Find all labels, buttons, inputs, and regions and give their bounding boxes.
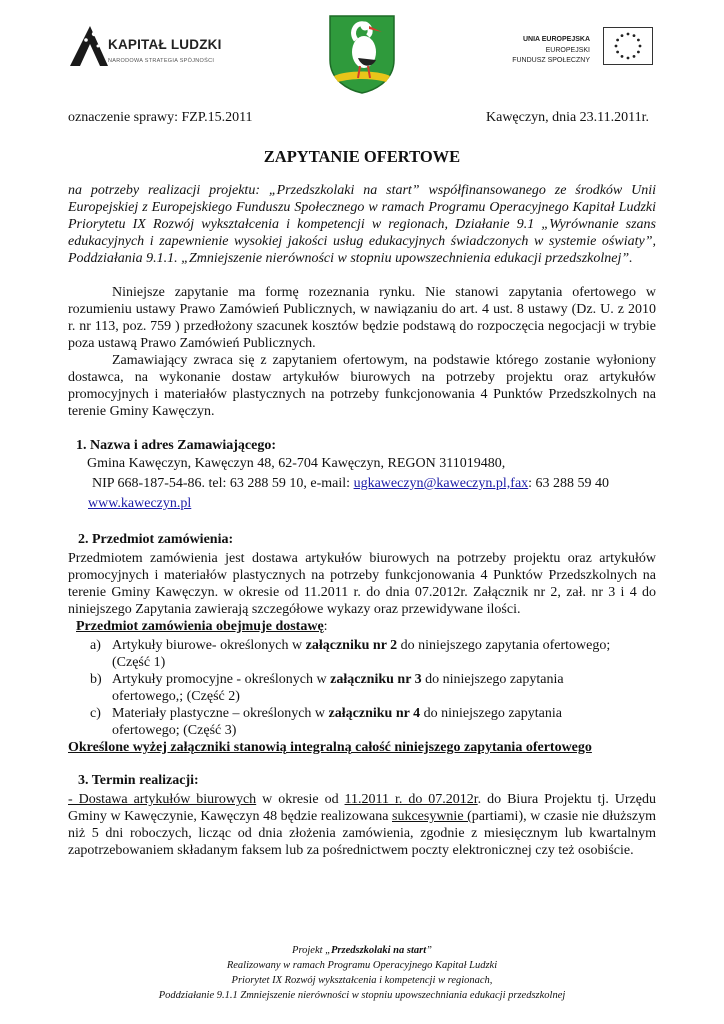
delivery-mode: sukcesywnie ( xyxy=(392,809,472,824)
kapital-ludzki-title: KAPITAŁ LUDZKI xyxy=(108,37,222,52)
delivery-text-2: . do Biura Projektu tj. Urzędu Gminy w Kawęczynie, Kawęczyn 48 będzie realizowana xyxy=(68,792,656,824)
item-attachment: załączniku nr 3 xyxy=(330,672,422,687)
list-marker: b) xyxy=(90,672,102,687)
eu-label-european: EUROPEJSKI xyxy=(545,47,590,54)
item-part: ofertowego; (Część 3) xyxy=(112,723,237,738)
item-text-end: do niniejszego zapytania ofertowego; xyxy=(397,638,611,653)
order-scope-colon: : xyxy=(323,619,328,634)
item-part: ofertowego,; (Część 2) xyxy=(112,689,240,704)
order-subject-paragraph: Przedmiotem zamówienia jest dostawa artykułów biurowych na potrzeby projektu oraz artykułów promocyjnych i materiałów plastycznych na potrzeby funkcjonowania 4 Punktów Przedszkolnych na terenie Gminy Kawęczyn. w okresie od 11.2011 r. do dnia 07.2012r. Załącznik nr 2, zał. nr 3 i 4 do niniejszego Zapytania zawierają szczegółowe wykazy oraz przewidywane ilości. xyxy=(68,551,656,617)
item-attachment: załączniku nr 4 xyxy=(328,706,421,721)
section-2-heading: 2. Przedmiot zamówienia: xyxy=(78,532,234,547)
contact-prefix: NIP 668-187-54-86. tel: 63 288 59 10, e-mail: xyxy=(92,476,354,491)
delivery-item: - Dostawa artykułów biurowych xyxy=(68,792,257,807)
order-scope-heading xyxy=(76,618,328,635)
delivery-period: 11.2011 r. do 07.2012r xyxy=(344,792,478,807)
eu-flag-icon xyxy=(603,27,653,65)
item-text: Materiały plastyczne – określonych w xyxy=(112,706,329,721)
list-item xyxy=(90,705,656,739)
intro-italic: na potrzeby realizacji projektu: „Przedszkolaki na start” współfinansowanego ze środków Unii Europejskiej z Europejskiego Funduszu Społecznego w ramach Programu Operacyjnego Kapitał Ludzki Priorytetu IX Rozwój wykształcenia i kompetencji w regionach, Działanie 9.1 „Wyrównanie szans edukacyjnych i zapewnienie wysokiej jakości usług edukacyjnych świadczonych w systemie oświaty”, Poddziałania 9.1.1. „Zmniejszenie nierówności w stopniu upowszechnienia edukacji przedszkolnej”. xyxy=(68,183,656,266)
place-date: Kawęczyn, dnia 23.11.2011r. xyxy=(486,110,650,125)
footer-project-prefix: Projekt „ xyxy=(292,945,332,956)
item-attachment: załączniku nr 2 xyxy=(305,638,398,653)
footer-measure: Poddziałanie 9.1.1 Zmniejszenie nierówności w stopniu upowszechniania edukacji przedszkolnej xyxy=(158,990,566,1001)
footer-programme: Realizowany w ramach Programu Operacyjnego Kapitał Ludzki xyxy=(226,960,498,971)
attachments-integral-note: Określone wyżej załączniki stanowią integralną całość niniejszego zapytania ofertowego xyxy=(68,740,592,755)
delivery-term-paragraph xyxy=(68,791,656,859)
delivery-text-1: w okresie od xyxy=(256,792,345,807)
list-marker: a) xyxy=(90,638,101,653)
section-1-heading: 1. Nazwa i adres Zamawiającego: xyxy=(76,438,276,453)
page-title: ZAPYTANIE OFERTOWE xyxy=(263,147,461,166)
order-scope-label: Przedmiot zamówienia obejmuje dostawę xyxy=(76,619,324,634)
kapital-ludzki-subtitle: NARODOWA STRATEGIA SPÓJNOŚCI xyxy=(108,58,215,64)
contracting-authority-address: Gmina Kawęczyn, Kawęczyn 48, 62-704 Kawęczyn, REGON 311019480, xyxy=(87,456,506,471)
section-3-heading: 3. Termin realizacji: xyxy=(78,773,199,788)
footer-priority: Priorytet IX Rozwój wykształcenia i kompetencji w regionach, xyxy=(231,975,493,986)
item-part: (Część 1) xyxy=(112,655,166,670)
list-marker: c) xyxy=(90,706,101,721)
delivery-text-3: partiami), w czasie nie dłuższym niż 5 dni roboczych, licząc od dnia złożenia zamówienia, zgodnie z miesięcznym lub kwartalnym zapotrzebowaniem składanym faksem lub za pośrednictwem poczty elektronicznej czy też osobiście. xyxy=(68,809,657,858)
item-text: Artykuły biurowe- określonych w xyxy=(112,638,306,653)
footer-project-name: Przedszkolaki na start xyxy=(331,945,427,956)
email-link[interactable]: ugkaweczyn@kaweczyn.pl,fax xyxy=(353,476,529,491)
footer-project xyxy=(0,944,724,957)
contact-line xyxy=(92,475,609,492)
item-text-end: do niniejszego zapytania xyxy=(420,706,562,721)
website-link[interactable]: www.kaweczyn.pl xyxy=(88,496,192,511)
paragraph-request: Zamawiający zwraca się z zapytaniem ofertowym, na podstawie którego zostanie wyłoniony dostawca, na wykonanie dostaw artykułów biurowych na potrzeby projektu oraz artykułów promocyjnych i materiałów plastycznych na potrzeby funkcjonowania 4 Punktów Przedszkolnych na terenie Gminy Kawęczyn. xyxy=(68,353,656,419)
list-item xyxy=(90,671,656,705)
eu-label-fund: FUNDUSZ SPOŁECZNY xyxy=(512,57,590,64)
coat-of-arms-icon xyxy=(328,14,396,94)
contact-suffix: : 63 288 59 40 xyxy=(528,476,610,491)
eu-label-union: UNIA EUROPEJSKA xyxy=(522,36,590,43)
paragraph-market-survey: Niniejsze zapytanie ma formę rozeznania rynku. Nie stanowi zapytania ofertowego w rozumieniu ustawy Prawo Zamówień Publicznych, w nawiązaniu do art. 4 ust. 8 ustawy (Dz. U. z 2010 r. nr 113, poz. 759 ) przedłożony szacunek kosztów będzie podstawą do rozpoczęcia negocjacji w trybie poza ustawą Prawo Zamówień Publicznych. xyxy=(68,285,656,351)
case-reference: oznaczenie sprawy: FZP.15.2011 xyxy=(68,110,253,125)
list-item xyxy=(90,637,656,671)
item-text: Artykuły promocyjne - określonych w xyxy=(112,672,331,687)
item-text-end: do niniejszego zapytania xyxy=(421,672,564,687)
footer-project-suffix: ” xyxy=(426,945,432,956)
